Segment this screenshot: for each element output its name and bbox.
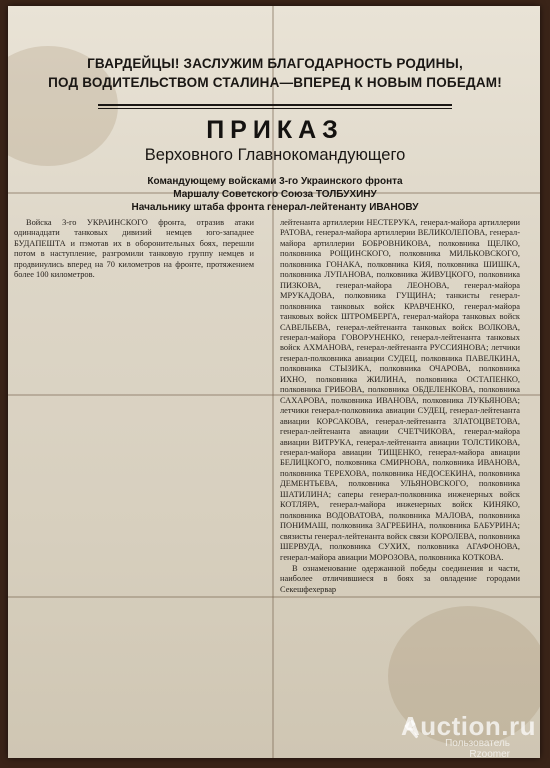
left-column bbox=[14, 218, 254, 748]
watermark-user bbox=[445, 738, 510, 760]
divider bbox=[98, 104, 452, 106]
addressee-line: Начальнику штаба фронта генерал-лейтенанту ИВАНОВУ bbox=[131, 202, 419, 213]
paragraph: Войска 3-го УКРАИНСКОГО фронта, отразив атаки одиннадцати танковых дивизий немцев юго-западнее БУДАПЕШТА и пэмотав их в оборонительных боях, перешли потом в наступление, разгромили танковую группу немцев и продвинулись вперед на 70 километров на фронте, протяжением более 100 километров. bbox=[14, 218, 254, 280]
headline-line-2: ПОД ВОДИТЕЛЬСТВОМ СТАЛИНА—ВПЕРЕД К НОВЫМ ПОБЕДАМ! bbox=[48, 75, 502, 90]
addressees bbox=[0, 175, 550, 214]
watermark-username: Rzoomer bbox=[469, 749, 510, 760]
paragraph: лейтенанта артиллерии НЕСТЕРУКА, генерал-майора артиллерии РАТОВА, генерал-майора артиллерии ВЕЛИКОЛЕПОВА, генерал-майора артиллерии БОБРОВНИКОВА, полковника ЩЕЛКО, полковника РОЩИНСКОГО, полковника МИЛЬКОВСКОГО, полковника ГОНАКА, полковника КИЯ, полковника ШИШКА, полковника ЛУПАНОВА, полковника ЖИВУЦКОГО, полковника ПИЗКОВА, генерал-майора ЛЕОНОВА, генерал-майора МРУКАДОВА, полковника ГУЩИНА; танкисты генерал-полковника танковых войск КРАВЧЕНКО, генерал-майора танковых войск ШТРОМБЕРГА, генерал-майора танковых войск САВЕЛЬЕВА, генерал-лейтенанта танковых войск ВОЛКОВА, генерал-майора ГОВОРУНЕНКО, генерал-лейтенанта танковых войск АХМАНОВА, генерал-лейтенанта РУССИЯНОВА; летчики генерал-полковника авиации СУДЕЦ, полковника ПАВЕЛКИНА, полковника СТЫЗИКА, полковника ОЧАРОВА, полковника ИХНО, полковника ЖИЛИНА, полковника ОСТАПЕНКО, полковника ГРИБОВА, полковника ОБДЕЛЕНКОВА, полковника САХАРОВА, полковника ИВАНОВА, полковника ЛУКЬЯНОВА; летчики генерал-полковника авиации СУДЕЦ, генерал-лейтенанта авиации КОРСАКОВА, генерал-лейтенанта ЗЛАТОЦВЕТОВА, генерал-лейтенанта авиации СЧЕТЧИКОВА, генерал-майора авиации ВИТРУКА, генерал-лейтенанта авиации ТОЛСТИКОВА, генерал-майора авиации ТИЩЕНКО, генерал-майора авиации БЕЛИЦКОГО, полковника СМИРНОВА, полковника ИВАНОВА, полковника ТЕРЕХОВА, полковника НЕДОСЕКИНА, полковника ДЕМЕНТЬЕВА, полковника УЛЬЯНОВСКОГО, полковника ШАТИЛИНА; саперы генерал-полковника инженерных войск КОТЛЯРА, генерал-майора инженерных войск КИНЯКО, полковника ВОДОВАТОВА, полковника МАЛОВА, полковника ПОНИМАШ, полковника ЗАГРЕБИНА, полковника БАБУРИНА; связисты генерал-лейтенанта войск связи КОРОЛЕВА, полковника ШЕРВУДА, полковника СУХИХ, полковника АГАФОНОВА, генерал-майора авиации МОРОЗОВА, полковника КОТКОВА. bbox=[280, 218, 520, 562]
addressee-line: Маршалу Советского Союза ТОЛБУХИНУ bbox=[173, 189, 377, 200]
paragraph: В ознаменование одержанной победы соединения и части, наиболее отличившиеся в боях за овладение городами Секешфехервар bbox=[280, 563, 520, 594]
headline-line-1: ГВАРДЕЙЦЫ! ЗАСЛУЖИМ БЛАГОДАРНОСТЬ РОДИНЫ, bbox=[87, 56, 463, 71]
divider bbox=[98, 108, 452, 109]
right-column bbox=[280, 218, 520, 748]
document-title: ПРИКАЗ bbox=[206, 116, 344, 144]
document-subtitle: Верховного Главнокомандующего bbox=[144, 146, 406, 164]
watermark-user-label: Пользователь bbox=[445, 738, 510, 749]
watermark-brand: Auction.ru bbox=[401, 711, 536, 741]
addressee-line: Командующему войсками 3-го Украинского фронта bbox=[147, 176, 403, 187]
headline bbox=[20, 54, 530, 92]
